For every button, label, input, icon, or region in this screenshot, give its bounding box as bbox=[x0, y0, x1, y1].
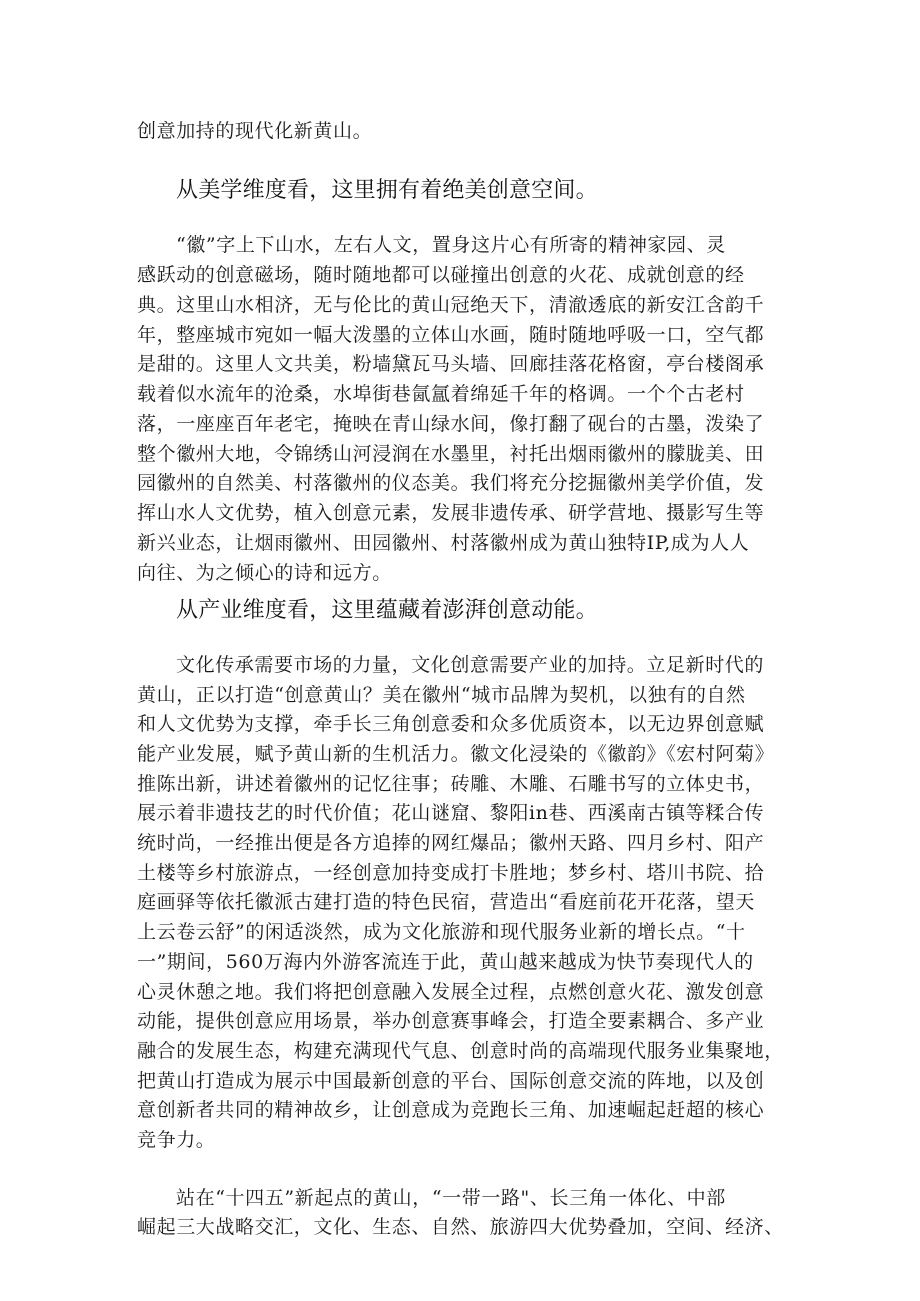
paragraph-line: 推陈出新，讲述着徽州的记忆往事；砖雕、木雕、石雕书写的立体史书， bbox=[137, 773, 765, 795]
paragraph-line: 园徽州的自然美、村落徽州的仪态美。我们将充分挖掘徽州美学价值，发 bbox=[137, 472, 765, 494]
paragraph-line: 和人文优势为支撑，牵手长三角创意委和众多优质资本，以无边界创意赋 bbox=[137, 713, 765, 735]
paragraph-line: 统时尚，一经推出便是各方追捧的网红爆品；徽州天路、四月乡村、阳产 bbox=[137, 832, 765, 854]
section-heading-industry: 从产业维度看，这里蕴藏着澎湃创意动能。 bbox=[176, 598, 598, 623]
paragraph-line: 展示着非遗技艺的时代价值；花山谜窟、黎阳in巷、西溪南古镇等糅合传 bbox=[137, 802, 765, 824]
paragraph-line: 庭画驿等依托徽派古建打造的特色民宿，营造出“看庭前花开花落，望天 bbox=[137, 891, 755, 913]
paragraph-line: 挥山水人文优势，植入创意元素，发展非遗传承、研学营地、摄影写生等 bbox=[137, 502, 765, 524]
paragraph-line: “徽”字上下山水，左右人文，置身这片心有所寄的精神家园、灵 bbox=[176, 234, 726, 256]
paragraph-line: 站在“十四五”新起点的黄山，“一带一路"、长三角一体化、中部 bbox=[176, 1187, 726, 1209]
paragraph-line: 上云卷云舒”的闲适淡然，成为文化旅游和现代服务业新的增长点。“十 bbox=[137, 921, 746, 943]
paragraph-line: 感跃动的创意磁场，随时随地都可以碰撞出创意的火花、成就创意的经 bbox=[137, 264, 745, 286]
paragraph-line: 意创新者共同的精神故乡，让创意成为竞跑长三角、加速崛起赶超的核心 bbox=[137, 1099, 765, 1121]
paragraph-line: 文化传承需要市场的力量，文化创意需要产业的加持。立足新时代的 bbox=[176, 654, 765, 676]
paragraph-line: 崛起三大战略交汇，文化、生态、自然、旅游四大优势叠加，空间、经济、 bbox=[137, 1216, 784, 1238]
paragraph-line: 黄山，正以打造“创意黄山？美在徽州“城市品牌为契机，以独有的自然 bbox=[137, 684, 746, 706]
paragraph-line: 载着似水流年的沧桑，水埠街巷氤氲着绵延千年的格调。一个个古老村 bbox=[137, 383, 745, 405]
paragraph-line: 是甜的。这里人文共美，粉墙黛瓦马头墙、回廊挂落花格窗，亭台楼阁承 bbox=[137, 353, 765, 375]
paragraph-line: 把黄山打造成为展示中国最新创意的平台、国际创意交流的阵地，以及创 bbox=[137, 1070, 765, 1092]
paragraph-line: 新兴业态，让烟雨徽州、田园徽州、村落徽州成为黄山独特IP,成为人人 bbox=[137, 532, 750, 554]
paragraph-line: 竞争力。 bbox=[137, 1129, 216, 1151]
section-heading-aesthetics: 从美学维度看，这里拥有着绝美创意空间。 bbox=[176, 178, 598, 203]
paragraph-line: 典。这里山水相济，无与伦比的黄山冠绝天下，清澈透底的新安江含韵千 bbox=[137, 294, 765, 316]
paragraph-line: 融合的发展生态，构建充满现代气息、创意时尚的高端现代服务业集聚地， bbox=[137, 1040, 784, 1062]
paragraph-line: 动能，提供创意应用场景，举办创意赛事峰会，打造全要素耦合、多产业 bbox=[137, 1010, 765, 1032]
paragraph-line: 心灵休憩之地。我们将把创意融入发展全过程，点燃创意火花、激发创意 bbox=[137, 981, 765, 1003]
paragraph-line: 能产业发展，赋予黄山新的生机活力。徽文化浸染的《徽韵》《宏村阿菊》 bbox=[137, 743, 775, 765]
paragraph-line: 落，一座座百年老宅，掩映在青山绿水间，像打翻了砚台的古墨，泼染了 bbox=[137, 413, 765, 435]
paragraph-line: 向往、为之倾心的诗和远方。 bbox=[137, 562, 392, 584]
paragraph-line: 土楼等乡村旅游点，一经创意加持变成打卡胜地；梦乡村、塔川书院、拾 bbox=[137, 862, 765, 884]
paragraph-line: 一”期间，560万海内外游客流连于此，黄山越来越成为快节奏现代人的 bbox=[137, 951, 754, 973]
paragraph-line: 年，整座城市宛如一幅大泼墨的立体山水画，随时随地呼吸一口，空气都 bbox=[137, 324, 765, 346]
paragraph-line: 整个徽州大地，令锦绣山河浸润在水墨里，衬托出烟雨徽州的朦胧美、田 bbox=[137, 443, 765, 465]
intro-tail-line: 创意加持的现代化新黄山。 bbox=[137, 120, 373, 142]
